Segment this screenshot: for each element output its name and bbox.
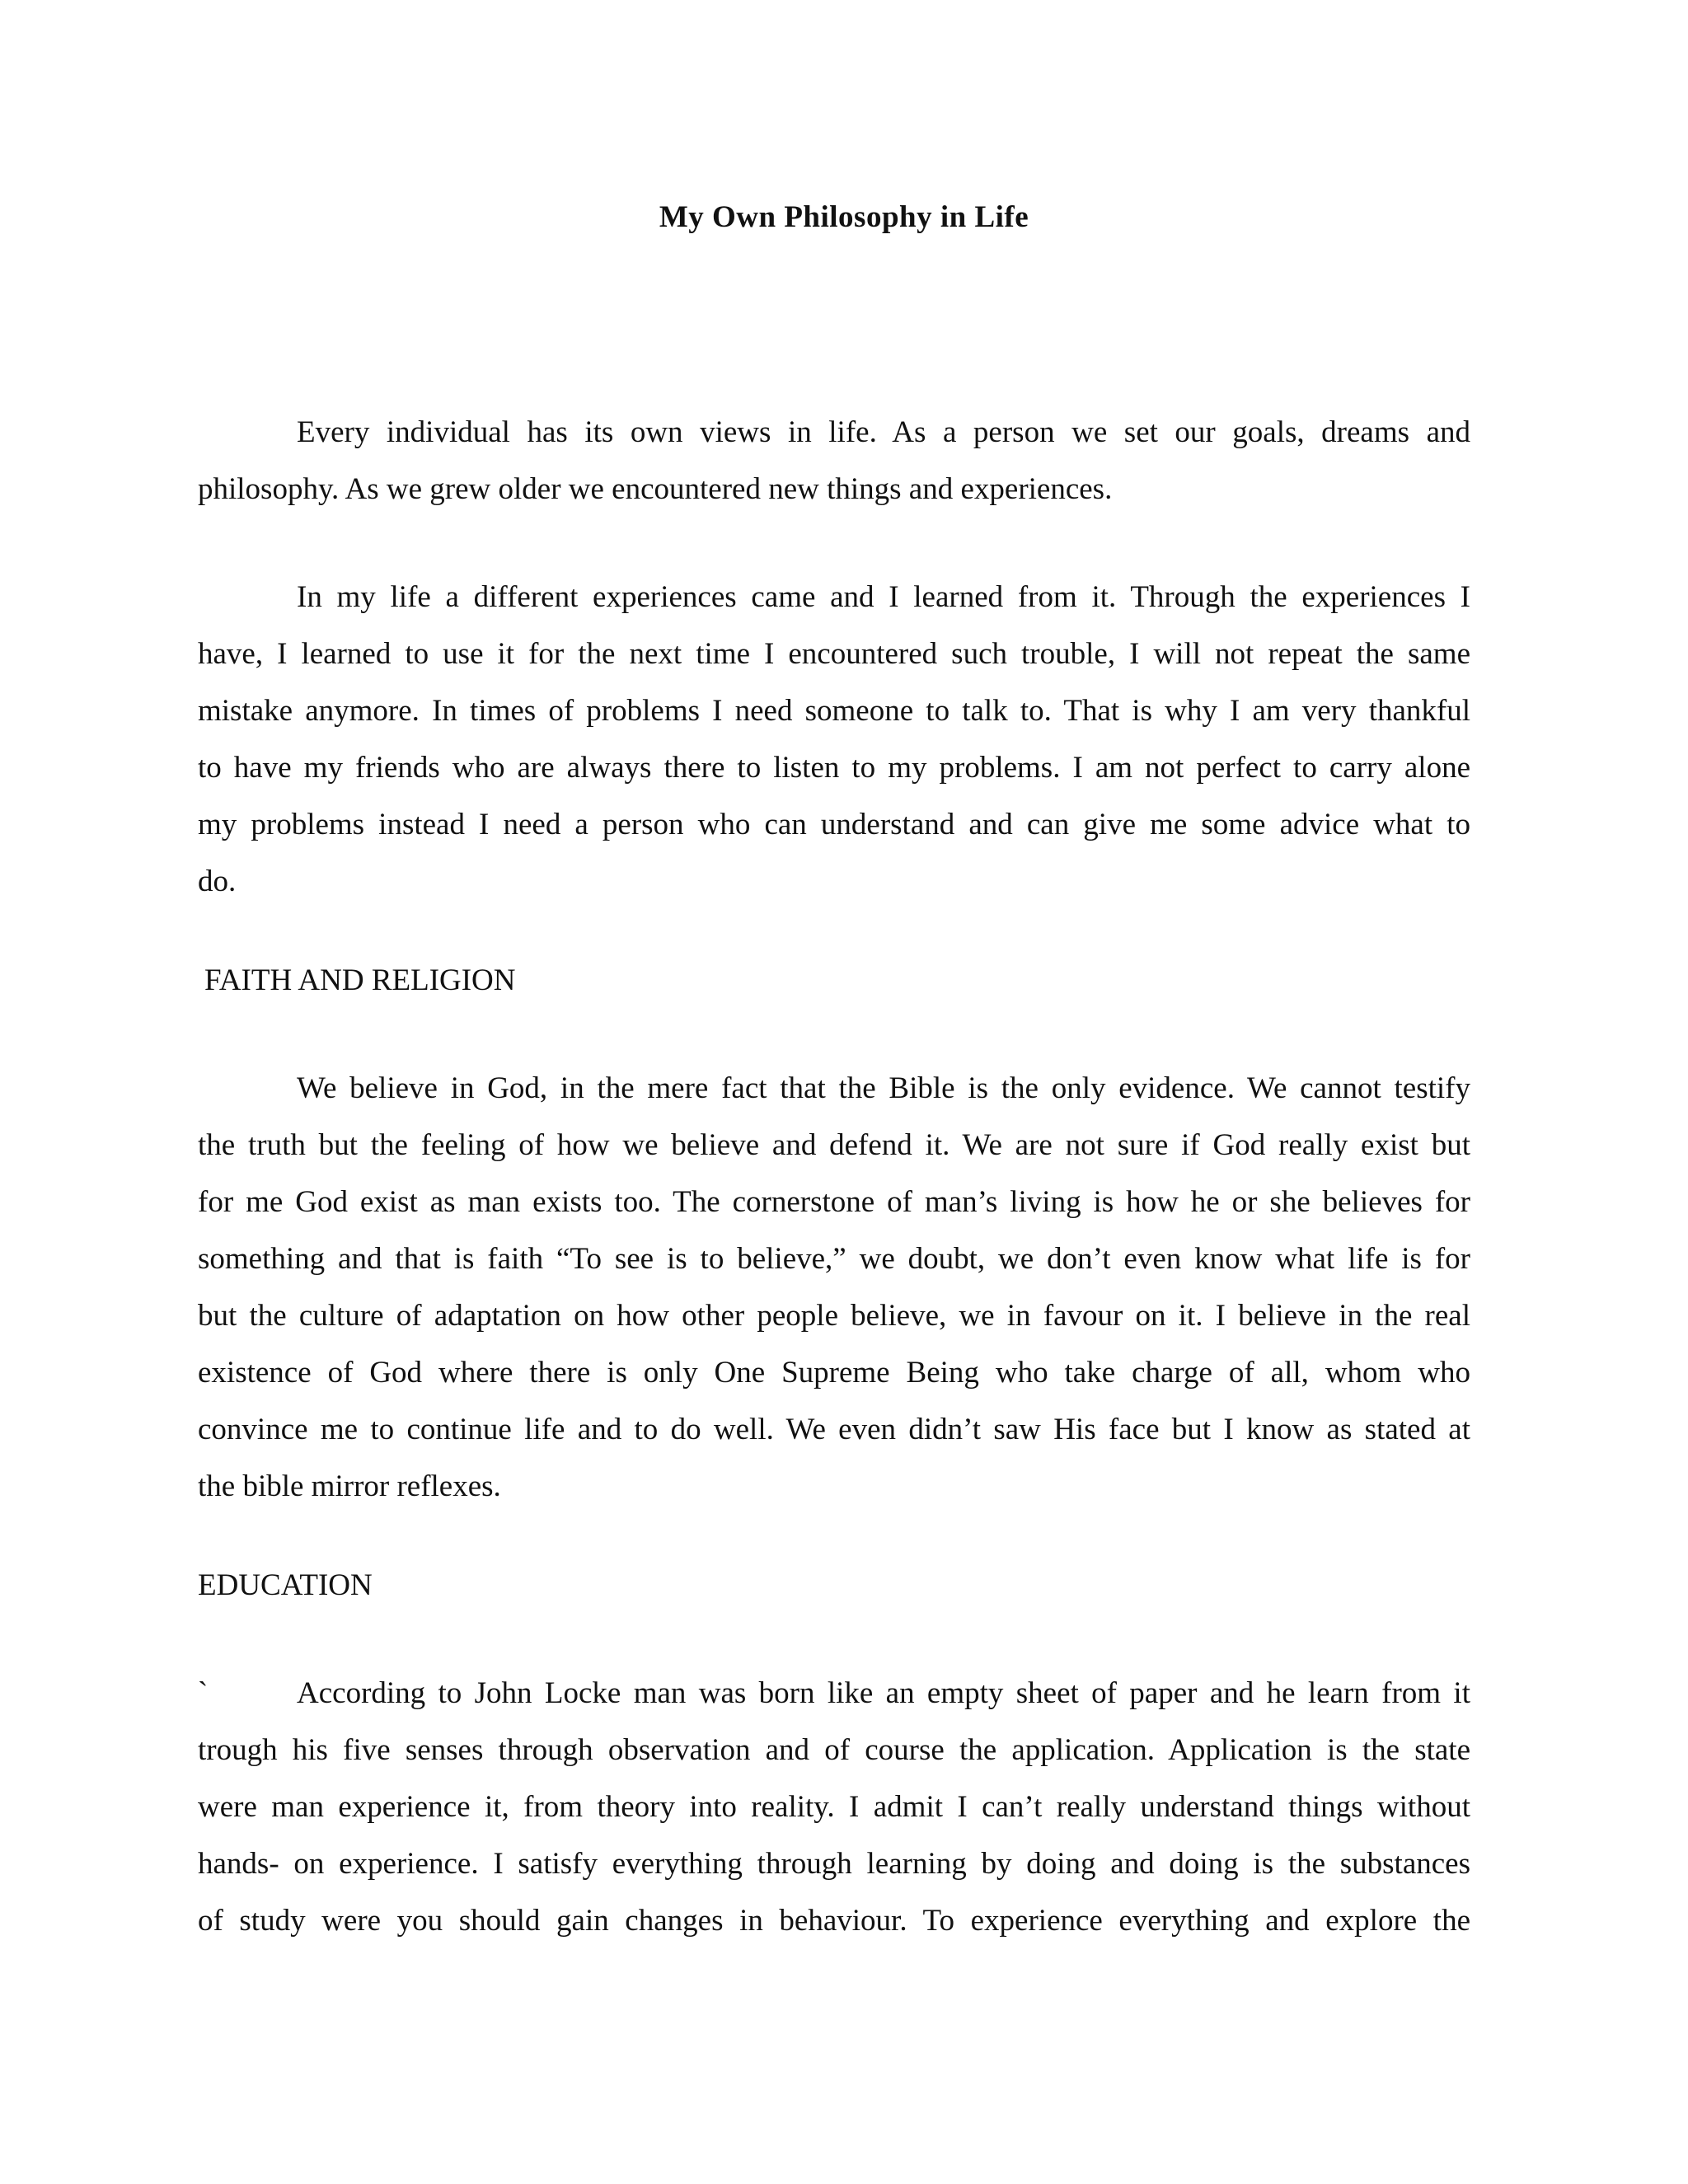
paragraph-line: Every individual has its own views in life. As a person we set our goals, dreams and [297,415,1470,449]
paragraph-line: to have my friends who are always there to listen to my problems. I am not perfect to carry alone [198,751,1470,785]
paragraph-experiences [198,569,1470,910]
paragraph-faith [198,1060,1470,1515]
paragraph-line: philosophy. As we grew older we encountered new things and experiences. [198,472,1113,506]
section-heading-education: EDUCATION [198,1568,373,1602]
paragraph-line: the truth but the feeling of how we believe and defend it. We are not sure if God really exist but [198,1128,1470,1162]
paragraph-line: but the culture of adaptation on how other people believe, we in favour on it. I believe in the real [198,1299,1470,1333]
paragraph-line: of study were you should gain changes in behaviour. To experience everything and explore the [198,1904,1470,1938]
paragraph-line: have, I learned to use it for the next time I encountered such trouble, I will not repeat the same [198,637,1470,671]
paragraph-education [198,1665,1470,1949]
paragraph-line: something and that is faith “To see is to believe,” we doubt, we don’t even know what life is for [198,1242,1470,1276]
paragraph-line: We believe in God, in the mere fact that the Bible is the only evidence. We cannot testify [297,1071,1470,1105]
stray-mark: ` [198,1676,209,1710]
paragraph-line: were man experience it, from theory into reality. I admit I can’t really understand things without [198,1790,1470,1824]
paragraph-line: for me God exist as man exists too. The cornerstone of man’s living is how he or she believes for [198,1185,1470,1219]
paragraph-line: existence of God where there is only One Supreme Being who take charge of all, whom who [198,1356,1470,1390]
paragraph-line: convince me to continue life and to do well. We even didn’t saw His face but I know as stated at [198,1413,1470,1446]
paragraph-line: trough his five senses through observation and of course the application. Application is the state [198,1733,1470,1767]
paragraph-line: do. [198,865,237,898]
paragraph-line: ` According to John Locke man was born like an empty sheet of paper and he learn from it [198,1665,1470,1722]
paragraph-intro [198,404,1470,518]
section-heading-faith: FAITH AND RELIGION [204,963,516,997]
paragraph-line: In my life a different experiences came and I learned from it. Through the experiences I [297,580,1470,614]
paragraph-line: mistake anymore. In times of problems I need someone to talk to. That is why I am very thankful [198,694,1470,728]
paragraph-line: my problems instead I need a person who can understand and can give me some advice what to [198,808,1470,841]
paragraph-line: the bible mirror reflexes. [198,1469,501,1503]
paragraph-line: hands- on experience. I satisfy everything through learning by doing and doing is the substances [198,1847,1470,1881]
document-title: My Own Philosophy in Life [659,200,1029,234]
